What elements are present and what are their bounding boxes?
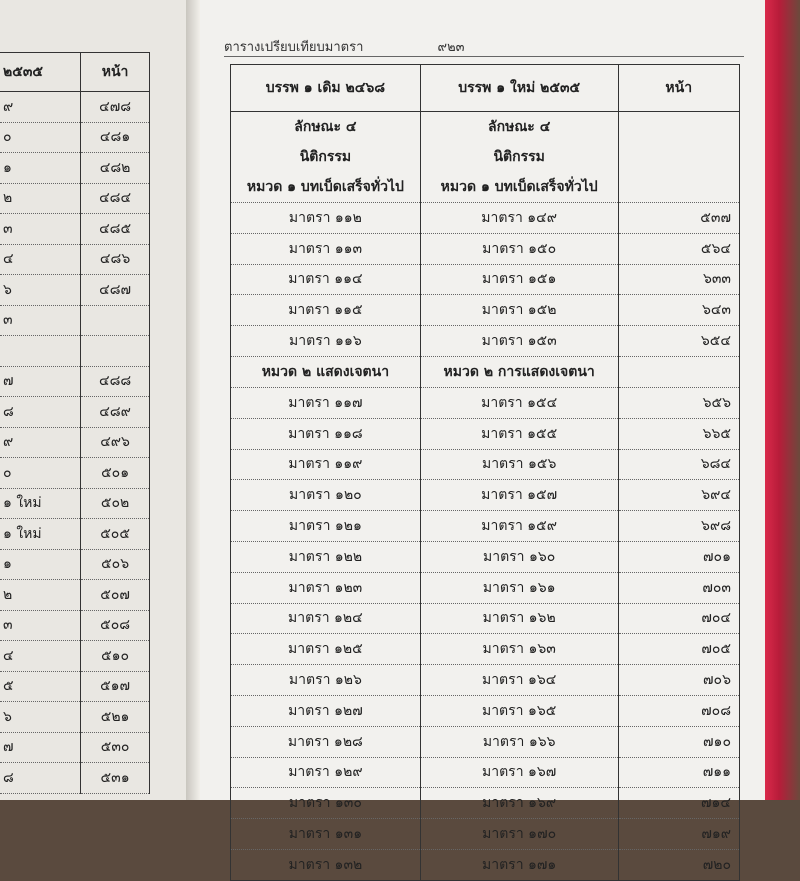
old-section-cell: มาตรา ๑๒๒ [231, 541, 421, 572]
table-row [231, 572, 740, 603]
table-row [0, 671, 150, 702]
header-new-book: บรรพ ๑ ใหม่ ๒๕๓๕ [420, 65, 618, 112]
table-row [231, 233, 740, 264]
table-row [231, 418, 740, 449]
table-row [0, 153, 150, 184]
left-page [0, 0, 186, 800]
empty-cell [618, 142, 739, 172]
left-page-cell: ๔๘๑ [81, 122, 150, 153]
page-cell: ๗๑๐ [618, 726, 739, 757]
new-section-cell: มาตรา ๑๕๓ [420, 326, 618, 357]
page-cell: ๕๖๔ [618, 233, 739, 264]
old-section-cell: มาตรา ๑๑๔ [231, 264, 421, 295]
new-section-cell: มาตรา ๑๖๓ [420, 634, 618, 665]
left-page-cell: ๔๘๒ [81, 153, 150, 184]
new-section-cell: มาตรา ๑๕๙ [420, 511, 618, 542]
left-page-cell: ๕๒๑ [81, 702, 150, 733]
table-row [0, 244, 150, 275]
page-cell: ๗๐๔ [618, 603, 739, 634]
running-title: ตารางเปรียบเทียบมาตรา [224, 40, 364, 55]
page-cell: ๖๕๔ [618, 326, 739, 357]
left-page-cell: ๕๓๑ [81, 763, 150, 794]
table-row [231, 480, 740, 511]
left-new-section-cell: ๒ [0, 183, 81, 214]
table-row [0, 427, 150, 458]
old-section-cell: หมวด ๒ แสดงเจตนา [231, 356, 421, 387]
new-section-cell: มาตรา ๑๖๖ [420, 726, 618, 757]
table-row [0, 732, 150, 763]
left-new-section-cell: ๖ [0, 702, 81, 733]
table-row [0, 366, 150, 397]
table-row [231, 819, 740, 850]
section-title-row [231, 142, 740, 172]
left-new-section-cell: ๓ [0, 305, 81, 336]
page-cell: ๖๙๔ [618, 480, 739, 511]
table-row [231, 726, 740, 757]
page-cell: ๗๐๕ [618, 634, 739, 665]
table-row [0, 641, 150, 672]
left-page-cell: ๔๙๖ [81, 427, 150, 458]
left-page-cell: ๔๘๘ [81, 366, 150, 397]
page-cell: ๗๑๑ [618, 757, 739, 788]
table-row [0, 305, 150, 336]
left-header-year: ๒๕๓๕ [0, 53, 81, 92]
page-cell: ๗๐๑ [618, 541, 739, 572]
old-section-cell: มาตรา ๑๑๕ [231, 295, 421, 326]
right-page [200, 0, 765, 873]
left-page-cell: ๔๗๘ [81, 92, 150, 123]
page-number: ๙๒๓ [437, 40, 465, 55]
old-section-cell: มาตรา ๑๓๒ [231, 849, 421, 880]
left-page-cell: ๕๐๕ [81, 519, 150, 550]
old-section-title: ลักษณะ ๔ [231, 112, 421, 143]
table-row [231, 356, 740, 387]
new-section-cell: มาตรา ๑๗๐ [420, 819, 618, 850]
table-row [231, 387, 740, 418]
table-row [231, 849, 740, 880]
table-row [231, 634, 740, 665]
left-new-section-cell: ๒ [0, 580, 81, 611]
table-row [0, 458, 150, 489]
new-section-cell: มาตรา ๑๕๖ [420, 449, 618, 480]
table-row [0, 275, 150, 306]
page-cell: ๗๐๘ [618, 695, 739, 726]
old-section-cell: มาตรา ๑๒๕ [231, 634, 421, 665]
empty-cell [618, 172, 739, 203]
table-row [231, 264, 740, 295]
new-section-cell: มาตรา ๑๖๒ [420, 603, 618, 634]
new-section-cell: มาตรา ๑๕๒ [420, 295, 618, 326]
page-cell: ๗๑๔ [618, 788, 739, 819]
table-row [0, 183, 150, 214]
left-new-section-cell: ๙ [0, 427, 81, 458]
left-page-cell: ๕๐๒ [81, 488, 150, 519]
left-new-section-cell: ๑ ใหม่ [0, 519, 81, 550]
left-page-cell: ๔๘๕ [81, 214, 150, 245]
table-row [0, 122, 150, 153]
page-cell: ๗๑๙ [618, 819, 739, 850]
old-section-cell: มาตรา ๑๑๙ [231, 449, 421, 480]
header-old-book: บรรพ ๑ เดิม ๒๔๖๘ [231, 65, 421, 112]
old-section-cell: มาตรา ๑๒๙ [231, 757, 421, 788]
new-section-subtitle: นิติกรรม [420, 142, 618, 172]
old-section-cell: มาตรา ๑๒๔ [231, 603, 421, 634]
table-row [0, 549, 150, 580]
new-section-cell: มาตรา ๑๕๑ [420, 264, 618, 295]
page-cell: ๖๙๘ [618, 511, 739, 542]
page-cell: ๖๘๔ [618, 449, 739, 480]
new-section-cell: มาตรา ๑๖๗ [420, 757, 618, 788]
old-section-cell: มาตรา ๑๒๖ [231, 665, 421, 696]
table-row [0, 397, 150, 428]
page-cell: ๗๐๖ [618, 665, 739, 696]
left-new-section-cell: ๔ [0, 641, 81, 672]
new-section-cell: มาตรา ๑๖๔ [420, 665, 618, 696]
page-cell [618, 356, 739, 387]
left-new-section-cell: ๘ [0, 763, 81, 794]
old-section-cell: มาตรา ๑๒๘ [231, 726, 421, 757]
old-section-cell: มาตรา ๑๒๐ [231, 480, 421, 511]
left-new-section-cell: ๖ [0, 275, 81, 306]
table-row [231, 541, 740, 572]
new-section-cell: มาตรา ๑๗๑ [420, 849, 618, 880]
left-new-section-cell: ๔ [0, 244, 81, 275]
table-row [231, 603, 740, 634]
table-row [231, 511, 740, 542]
left-new-section-cell: ๑ [0, 153, 81, 184]
left-new-section-cell: ๓ [0, 610, 81, 641]
section-comparison-table [230, 64, 740, 881]
page-cell: ๗๐๓ [618, 572, 739, 603]
page-cell: ๕๓๗ [618, 203, 739, 234]
old-section-cell: มาตรา ๑๒๓ [231, 572, 421, 603]
left-new-section-cell: ๗ [0, 366, 81, 397]
left-new-section-cell: ๙ [0, 92, 81, 123]
old-section-cell: มาตรา ๑๓๑ [231, 819, 421, 850]
red-book-edge [765, 0, 800, 800]
running-header [224, 36, 465, 57]
table-row [0, 488, 150, 519]
table-row [0, 214, 150, 245]
old-section-subtitle: นิติกรรม [231, 142, 421, 172]
left-page-cell: ๕๑๐ [81, 641, 150, 672]
left-header-page: หน้า [81, 53, 150, 92]
table-row [0, 702, 150, 733]
table-row [231, 203, 740, 234]
left-new-section-cell: ๐ [0, 122, 81, 153]
old-section-cell: มาตรา ๑๑๗ [231, 387, 421, 418]
left-page-cell: ๕๐๖ [81, 549, 150, 580]
new-section-cell: มาตรา ๑๖๑ [420, 572, 618, 603]
new-section-cell: มาตรา ๑๖๐ [420, 541, 618, 572]
header-rule [224, 56, 744, 57]
left-new-section-cell: ๕ [0, 671, 81, 702]
left-page-cell [81, 305, 150, 336]
old-chapter-title: หมวด ๑ บทเบ็ดเสร็จทั่วไป [231, 172, 421, 203]
new-section-cell: มาตรา ๑๔๙ [420, 203, 618, 234]
new-section-cell: มาตรา ๑๕๔ [420, 387, 618, 418]
old-section-cell: มาตรา ๑๒๑ [231, 511, 421, 542]
page-cell: ๖๔๓ [618, 295, 739, 326]
table-header-row [231, 65, 740, 112]
table-row [231, 326, 740, 357]
left-comparison-table [0, 52, 150, 794]
page-cell: ๖๕๖ [618, 387, 739, 418]
table-row [0, 763, 150, 794]
new-section-title: ลักษณะ ๔ [420, 112, 618, 143]
old-section-cell: มาตรา ๑๑๒ [231, 203, 421, 234]
left-new-section-cell: ๓ [0, 214, 81, 245]
left-page-cell: ๕๐๘ [81, 610, 150, 641]
page-cell: ๖๓๓ [618, 264, 739, 295]
new-section-cell: มาตรา ๑๖๙ [420, 788, 618, 819]
left-page-cell: ๔๘๙ [81, 397, 150, 428]
table-row [231, 788, 740, 819]
section-title-row [231, 112, 740, 143]
left-page-cell: ๕๑๗ [81, 671, 150, 702]
left-page-cell: ๔๘๖ [81, 244, 150, 275]
left-page-cell [81, 336, 150, 367]
old-section-cell: มาตรา ๑๑๓ [231, 233, 421, 264]
new-section-cell: มาตรา ๑๕๗ [420, 480, 618, 511]
chapter-title-row [231, 172, 740, 203]
old-section-cell: มาตรา ๑๑๘ [231, 418, 421, 449]
new-section-cell: มาตรา ๑๖๕ [420, 695, 618, 726]
table-row [0, 580, 150, 611]
empty-cell [618, 112, 739, 143]
left-page-cell: ๕๐๑ [81, 458, 150, 489]
left-page-cell: ๕๐๗ [81, 580, 150, 611]
table-row [231, 757, 740, 788]
book-gutter [186, 0, 200, 800]
header-page: หน้า [618, 65, 739, 112]
new-section-cell: มาตรา ๑๕๐ [420, 233, 618, 264]
left-new-section-cell: ๑ ใหม่ [0, 488, 81, 519]
table-row [231, 449, 740, 480]
left-new-section-cell: ๑ [0, 549, 81, 580]
old-section-cell: มาตรา ๑๓๐ [231, 788, 421, 819]
left-new-section-cell [0, 336, 81, 367]
table-row [0, 92, 150, 123]
left-page-cell: ๔๘๔ [81, 183, 150, 214]
new-chapter-title: หมวด ๑ บทเบ็ดเสร็จทั่วไป [420, 172, 618, 203]
left-new-section-cell: ๐ [0, 458, 81, 489]
left-table-header [0, 53, 150, 92]
table-row [231, 665, 740, 696]
old-section-cell: มาตรา ๑๑๖ [231, 326, 421, 357]
table-row [231, 695, 740, 726]
left-page-cell: ๕๓๐ [81, 732, 150, 763]
table-row [231, 295, 740, 326]
left-new-section-cell: ๘ [0, 397, 81, 428]
left-new-section-cell: ๗ [0, 732, 81, 763]
new-section-cell: มาตรา ๑๕๕ [420, 418, 618, 449]
page-cell: ๖๖๕ [618, 418, 739, 449]
left-page-cell: ๔๘๗ [81, 275, 150, 306]
table-row [0, 610, 150, 641]
table-row [0, 519, 150, 550]
page-cell: ๗๒๐ [618, 849, 739, 880]
old-section-cell: มาตรา ๑๒๗ [231, 695, 421, 726]
new-section-cell: หมวด ๒ การแสดงเจตนา [420, 356, 618, 387]
table-row [0, 336, 150, 367]
